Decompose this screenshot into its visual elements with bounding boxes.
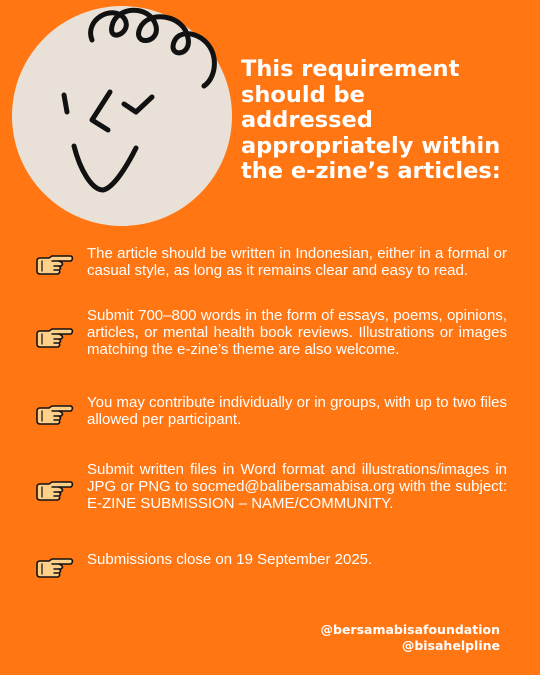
social-handles — [321, 622, 501, 654]
pointing-hand-icon — [34, 556, 74, 580]
requirement-item — [0, 244, 540, 304]
heading — [241, 57, 531, 185]
heading-line-4: appropriately within — [241, 132, 501, 159]
requirement-item — [0, 460, 540, 520]
heading-line-3: addressed — [241, 107, 373, 133]
heading-line-1: This requirement — [241, 56, 460, 82]
smiling-face-illustration — [0, 0, 240, 240]
requirement-text: Submit written files in Word format and illustrations/images in JPG or PNG to socmed@balibersamabisa.org with the subject: E-ZINE SUBMISSION – NAME/COMMUNITY. — [87, 461, 507, 512]
pointing-hand-icon — [34, 253, 74, 277]
requirement-text: Submit 700–800 words in the form of essays, poems, opinions, articles, or mental health book reviews. Illustrations or images matching the e-zine’s theme are also welcome. — [87, 307, 507, 358]
heading-line-2: should be — [241, 81, 365, 108]
requirement-text: Submissions close on 19 September 2025. — [87, 551, 373, 568]
pointing-hand-icon — [34, 326, 74, 350]
requirement-text: You may contribute individually or in groups, with up to two files allowed per participant. — [87, 394, 507, 428]
requirement-text: The article should be written in Indonesian, either in a formal or casual style, as long as it remains clear and easy to read. — [87, 245, 507, 279]
requirement-item — [0, 393, 540, 453]
pointing-hand-icon — [34, 479, 74, 503]
social-handle-foundation: @bersamabisafoundation — [320, 622, 500, 637]
requirement-item — [0, 306, 540, 366]
social-handle-helpline: @bisahelpline — [401, 638, 500, 653]
heading-line-5: the e-zine’s articles: — [241, 158, 501, 184]
pointing-hand-icon — [34, 403, 74, 427]
requirement-item — [0, 551, 540, 611]
